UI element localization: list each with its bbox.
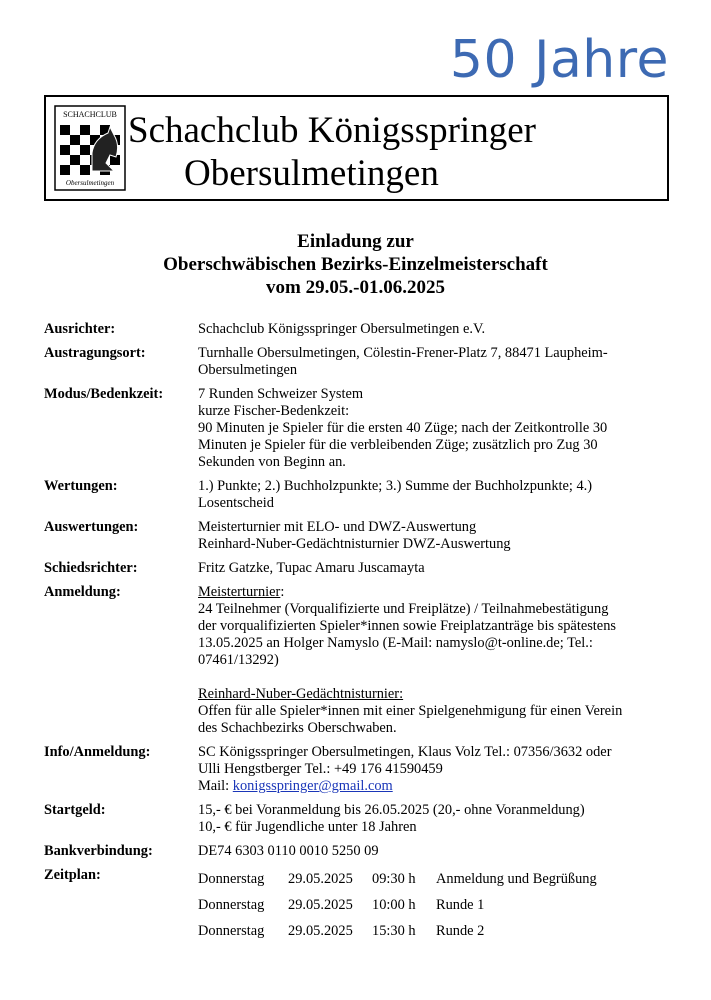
meister-title: Meisterturnier — [198, 584, 281, 600]
modus-line1: 7 Runden Schweizer System — [198, 386, 364, 402]
row-anmeldung — [44, 584, 684, 737]
heading-line1: Einladung zur — [297, 231, 414, 252]
anmeldung-line6: des Schachbezirks Oberschwaben. — [198, 720, 397, 736]
nuber-title: Reinhard-Nuber-Gedächtnisturnier: — [198, 686, 404, 702]
schedule-day: Donnerstag — [198, 923, 265, 939]
schedule-day: Donnerstag — [198, 897, 265, 913]
mail-prefix: Mail: — [198, 778, 233, 794]
invitation-heading — [0, 230, 711, 299]
label-modus: Modus/Bedenkzeit: — [44, 386, 164, 402]
row-wertungen — [44, 478, 684, 512]
label-info: Info/Anmeldung: — [44, 744, 151, 760]
value-info — [198, 744, 684, 795]
value-modus — [198, 386, 684, 471]
label-austragungsort: Austragungsort: — [44, 345, 146, 361]
schedule-time: 10:00 h — [372, 897, 416, 913]
modus-line4: Minuten je Spieler für die verbleibenden Züge; zusätzlich pro Zug 30 — [198, 437, 598, 453]
label-bank: Bankverbindung: — [44, 843, 153, 859]
auswertungen-line1: Meisterturnier mit ELO- und DWZ-Auswertung — [198, 519, 477, 535]
value-anmeldung — [198, 584, 684, 737]
venue-line1: Turnhalle Obersulmetingen, Cölestin-Frener-Platz 7, 88471 Laupheim- — [198, 345, 608, 361]
value-startgeld — [198, 802, 684, 836]
schedule-date: 29.05.2025 — [288, 897, 353, 913]
info-line2: Ulli Hengstberger Tel.: +49 176 41590459 — [198, 761, 443, 777]
schedule-day: Donnerstag — [198, 871, 265, 887]
schedule-date: 29.05.2025 — [288, 871, 353, 887]
modus-line2: kurze Fischer-Bedenkzeit: — [198, 403, 350, 419]
value-wertungen — [198, 478, 684, 512]
label-startgeld: Startgeld: — [44, 802, 106, 818]
wertungen-line1: 1.) Punkte; 2.) Buchholzpunkte; 3.) Summe der Buchholzpunkte; 4.) — [198, 478, 593, 494]
club-name-line2: Obersulmetingen — [184, 153, 439, 194]
value-zeitplan — [198, 867, 684, 949]
row-startgeld — [44, 802, 684, 836]
value-austragungsort — [198, 345, 684, 379]
meister-colon: : — [280, 584, 285, 600]
meister-heading — [198, 584, 684, 601]
logo-text-bottom: Obersulmetingen — [65, 179, 115, 187]
value-ausrichter: Schachclub Königsspringer Obersulmetingen e.V. — [198, 321, 486, 337]
row-ausrichter — [44, 321, 684, 338]
details-list — [44, 321, 684, 956]
value-bank: DE74 6303 0110 0010 5250 09 — [198, 843, 379, 859]
spacer — [198, 669, 684, 686]
label-schiedsrichter: Schiedsrichter: — [44, 560, 138, 576]
schedule-event: Runde 2 — [436, 923, 485, 939]
schedule-event: Anmeldung und Begrüßung — [436, 871, 597, 887]
row-bank — [44, 843, 684, 860]
schedule-event: Runde 1 — [436, 897, 485, 913]
info-line1: SC Königsspringer Obersulmetingen, Klaus Volz Tel.: 07356/3632 oder — [198, 744, 612, 760]
value-schiedsrichter: Fritz Gatzke, Tupac Amaru Juscamayta — [198, 560, 425, 576]
club-name-line1: Schachclub Königsspringer — [128, 110, 536, 151]
label-wertungen: Wertungen: — [44, 478, 118, 494]
label-auswertungen: Auswertungen: — [44, 519, 139, 535]
modus-line5: Sekunden von Beginn an. — [198, 454, 346, 470]
heading-line3: vom 29.05.-01.06.2025 — [266, 277, 445, 298]
row-modus — [44, 386, 684, 471]
schedule-row — [198, 867, 597, 897]
modus-line3: 90 Minuten je Spieler für die ersten 40 Züge; nach der Zeitkontrolle 30 — [198, 420, 608, 436]
anmeldung-line1: 24 Teilnehmer (Vorqualifizierte und Freiplätze) / Teilnahmebestätigung — [198, 601, 609, 617]
wertungen-line2: Losentscheid — [198, 495, 274, 511]
email-link[interactable]: konigsspringer@gmail.com — [232, 778, 393, 794]
startgeld-line1: 15,- € bei Voranmeldung bis 26.05.2025 (20,- ohne Voranmeldung) — [198, 802, 585, 818]
auswertungen-line2: Reinhard-Nuber-Gedächtnisturnier DWZ-Auswertung — [198, 536, 511, 552]
anmeldung-line4: 07461/13292) — [198, 652, 279, 668]
row-zeitplan — [44, 867, 684, 949]
label-ausrichter: Ausrichter: — [44, 321, 116, 337]
row-auswertungen — [44, 519, 684, 553]
venue-line2: Obersulmetingen — [198, 362, 298, 378]
schedule-date: 29.05.2025 — [288, 923, 353, 939]
label-anmeldung: Anmeldung: — [44, 584, 121, 600]
label-zeitplan: Zeitplan: — [44, 867, 101, 883]
schedule-time: 09:30 h — [372, 871, 416, 887]
schedule-table — [198, 867, 597, 949]
anniversary-title: 50 Jahre — [449, 30, 669, 90]
schedule-row — [198, 923, 597, 949]
row-info — [44, 744, 684, 795]
anmeldung-line3: 13.05.2025 an Holger Namyslo (E-Mail: namyslo@t-online.de; Tel.: — [198, 635, 593, 651]
heading-line2: Oberschwäbischen Bezirks-Einzelmeisterschaft — [163, 254, 548, 275]
schedule-time: 15:30 h — [372, 923, 416, 939]
startgeld-line2: 10,- € für Jugendliche unter 18 Jahren — [198, 819, 417, 835]
info-mail-line — [198, 778, 684, 795]
row-austragungsort — [44, 345, 684, 379]
anmeldung-line2: der vorqualifizierten Spieler*innen sowie Freiplatzanträge bis spätestens — [198, 618, 616, 634]
anmeldung-line5: Offen für alle Spieler*innen mit einer Spielgenehmigung für einen Verein — [198, 703, 623, 719]
logo-text-top: SCHACHCLUB — [63, 110, 117, 119]
chess-club-logo — [54, 105, 126, 191]
schedule-row — [198, 897, 597, 923]
value-auswertungen — [198, 519, 684, 553]
club-banner — [44, 95, 669, 201]
row-schiedsrichter — [44, 560, 684, 577]
